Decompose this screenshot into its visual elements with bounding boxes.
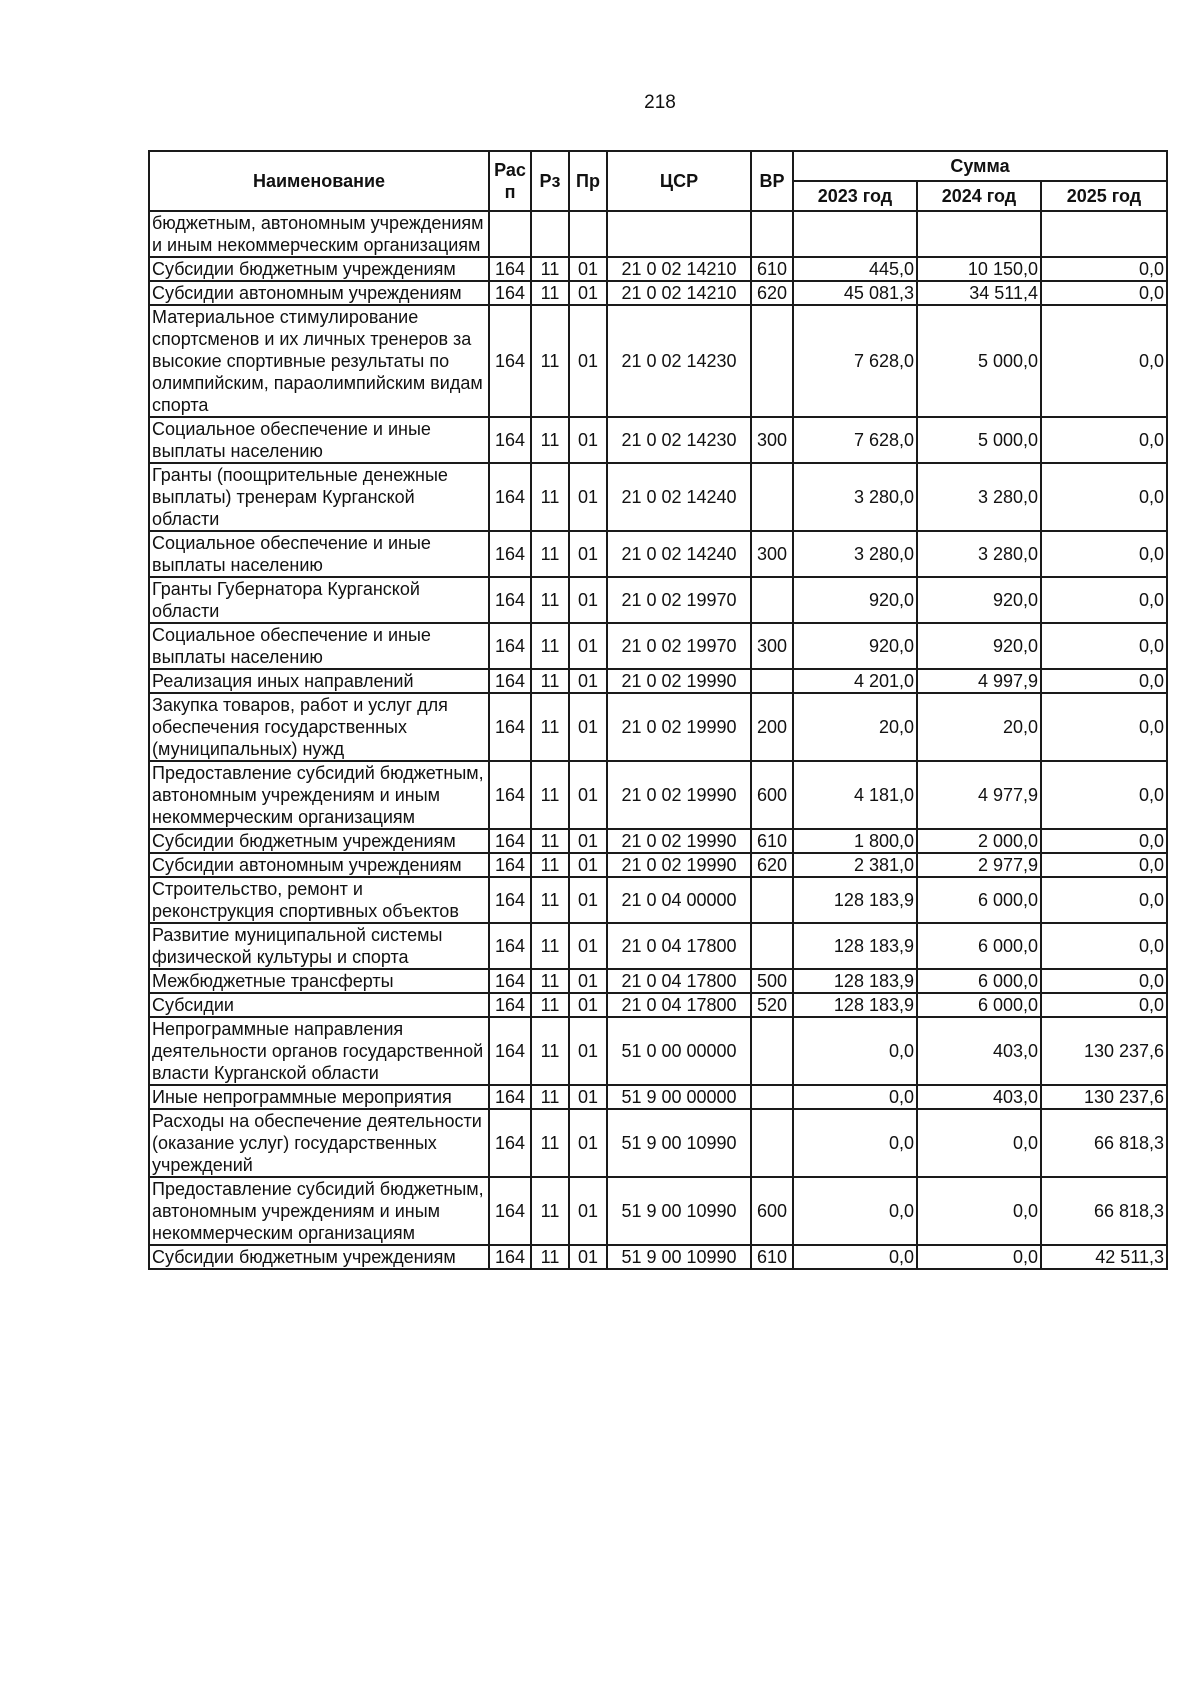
- row-sum-2025: 0,0: [1041, 531, 1167, 577]
- row-name: Субсидии бюджетным учреждениям: [149, 829, 489, 853]
- row-sum-2023: 3 280,0: [793, 463, 917, 531]
- table-header: [149, 151, 1167, 211]
- row-csr: 21 0 04 17800: [607, 923, 751, 969]
- row-rz: 11: [531, 923, 569, 969]
- row-vr: 200: [751, 693, 793, 761]
- table-body: [149, 211, 1167, 1269]
- row-name: Субсидии: [149, 993, 489, 1017]
- row-sum-2023: 3 280,0: [793, 531, 917, 577]
- row-vr: 600: [751, 761, 793, 829]
- row-sum-2024: 920,0: [917, 623, 1041, 669]
- row-name: Предоставление субсидий бюджетным, автономным учреждениям и иным некоммерческим организациям: [149, 1177, 489, 1245]
- row-rasp: 164: [489, 305, 531, 417]
- row-csr: 21 0 02 14240: [607, 463, 751, 531]
- row-rasp: 164: [489, 969, 531, 993]
- row-csr: 21 0 04 17800: [607, 993, 751, 1017]
- row-name: Субсидии бюджетным учреждениям: [149, 257, 489, 281]
- row-rasp: 164: [489, 669, 531, 693]
- row-sum-2023: 0,0: [793, 1017, 917, 1085]
- row-sum-2025: 0,0: [1041, 623, 1167, 669]
- row-rz: 11: [531, 577, 569, 623]
- row-rasp: 164: [489, 761, 531, 829]
- header-rasp: Рас п: [489, 151, 531, 211]
- table-row: [149, 623, 1167, 669]
- row-sum-2024: 5 000,0: [917, 417, 1041, 463]
- row-pr: 01: [569, 1085, 607, 1109]
- row-csr: 21 0 02 19970: [607, 623, 751, 669]
- row-sum-2025: 130 237,6: [1041, 1085, 1167, 1109]
- row-rz: 11: [531, 829, 569, 853]
- row-pr: 01: [569, 1177, 607, 1245]
- table-row: [149, 853, 1167, 877]
- row-rz: 11: [531, 669, 569, 693]
- row-sum-2023: 45 081,3: [793, 281, 917, 305]
- row-sum-2025: 0,0: [1041, 853, 1167, 877]
- header-vr: ВР: [751, 151, 793, 211]
- table-row: [149, 877, 1167, 923]
- header-sum: Сумма: [793, 151, 1167, 181]
- row-vr: [751, 577, 793, 623]
- row-name: Предоставление субсидий бюджетным, автономным учреждениям и иным некоммерческим организациям: [149, 761, 489, 829]
- row-vr: 610: [751, 1245, 793, 1269]
- table-row: [149, 305, 1167, 417]
- row-rz: 11: [531, 877, 569, 923]
- row-pr: 01: [569, 463, 607, 531]
- row-csr: 21 0 02 19990: [607, 853, 751, 877]
- row-csr: 51 9 00 00000: [607, 1085, 751, 1109]
- row-rasp: 164: [489, 853, 531, 877]
- row-sum-2025: 0,0: [1041, 923, 1167, 969]
- row-sum-2023: 920,0: [793, 623, 917, 669]
- row-vr: [751, 669, 793, 693]
- row-csr: 51 0 00 00000: [607, 1017, 751, 1085]
- row-sum-2024: 403,0: [917, 1085, 1041, 1109]
- row-sum-2024: 2 977,9: [917, 853, 1041, 877]
- row-rz: 11: [531, 693, 569, 761]
- row-rasp: 164: [489, 829, 531, 853]
- row-rasp: 164: [489, 993, 531, 1017]
- row-pr: 01: [569, 1017, 607, 1085]
- row-pr: 01: [569, 623, 607, 669]
- row-rasp: 164: [489, 1177, 531, 1245]
- table-row: [149, 1085, 1167, 1109]
- row-sum-2025: 0,0: [1041, 577, 1167, 623]
- row-csr: 51 9 00 10990: [607, 1109, 751, 1177]
- page-number: 218: [644, 92, 676, 113]
- row-sum-2025: 0,0: [1041, 969, 1167, 993]
- row-csr: 21 0 02 14230: [607, 305, 751, 417]
- table-row: [149, 417, 1167, 463]
- row-sum-2025: 0,0: [1041, 693, 1167, 761]
- row-vr: [751, 1085, 793, 1109]
- row-csr: 51 9 00 10990: [607, 1177, 751, 1245]
- row-sum-2025: 0,0: [1041, 829, 1167, 853]
- row-vr: [751, 463, 793, 531]
- table-row: [149, 281, 1167, 305]
- row-pr: 01: [569, 853, 607, 877]
- row-sum-2024: 6 000,0: [917, 923, 1041, 969]
- row-rz: 11: [531, 463, 569, 531]
- row-sum-2025: 0,0: [1041, 417, 1167, 463]
- row-sum-2024: 10 150,0: [917, 257, 1041, 281]
- row-name: Закупка товаров, работ и услуг для обеспечения государственных (муниципальных) нужд: [149, 693, 489, 761]
- row-vr: 600: [751, 1177, 793, 1245]
- row-name: Развитие муниципальной системы физической культуры и спорта: [149, 923, 489, 969]
- row-sum-2024: 5 000,0: [917, 305, 1041, 417]
- budget-table: [148, 150, 1168, 1270]
- row-sum-2025: 130 237,6: [1041, 1017, 1167, 1085]
- row-sum-2025: 0,0: [1041, 305, 1167, 417]
- row-vr: 620: [751, 853, 793, 877]
- row-name: Реализация иных направлений: [149, 669, 489, 693]
- row-sum-2024: 6 000,0: [917, 969, 1041, 993]
- row-sum-2025: 0,0: [1041, 257, 1167, 281]
- table-row: [149, 257, 1167, 281]
- row-sum-2024: 3 280,0: [917, 531, 1041, 577]
- row-rasp: 164: [489, 1085, 531, 1109]
- table-row: [149, 669, 1167, 693]
- header-year-2025: 2025 год: [1041, 181, 1167, 211]
- row-csr: 21 0 02 19990: [607, 761, 751, 829]
- row-rz: 11: [531, 281, 569, 305]
- row-pr: 01: [569, 531, 607, 577]
- row-rz: [531, 211, 569, 257]
- table-row: [149, 761, 1167, 829]
- table-row: [149, 923, 1167, 969]
- row-sum-2025: 66 818,3: [1041, 1109, 1167, 1177]
- row-rz: 11: [531, 417, 569, 463]
- row-rz: 11: [531, 1245, 569, 1269]
- row-name: Непрограммные направления деятельности органов государственной власти Курганской области: [149, 1017, 489, 1085]
- row-rasp: 164: [489, 877, 531, 923]
- header-pr: Пр: [569, 151, 607, 211]
- row-sum-2023: [793, 211, 917, 257]
- row-vr: [751, 211, 793, 257]
- row-rasp: 164: [489, 463, 531, 531]
- row-csr: 21 0 02 14210: [607, 281, 751, 305]
- row-sum-2024: 2 000,0: [917, 829, 1041, 853]
- row-sum-2023: 2 381,0: [793, 853, 917, 877]
- table-row: [149, 993, 1167, 1017]
- row-pr: 01: [569, 669, 607, 693]
- table-row: [149, 531, 1167, 577]
- table-row: [149, 693, 1167, 761]
- row-vr: 520: [751, 993, 793, 1017]
- row-vr: [751, 305, 793, 417]
- row-pr: 01: [569, 417, 607, 463]
- header-year-2024: 2024 год: [917, 181, 1041, 211]
- row-sum-2023: 7 628,0: [793, 417, 917, 463]
- row-rasp: 164: [489, 257, 531, 281]
- row-name: Гранты (поощрительные денежные выплаты) тренерам Курганской области: [149, 463, 489, 531]
- row-csr: 51 9 00 10990: [607, 1245, 751, 1269]
- row-vr: 500: [751, 969, 793, 993]
- row-rasp: 164: [489, 281, 531, 305]
- row-name: бюджетным, автономным учреждениям и иным некоммерческим организациям: [149, 211, 489, 257]
- row-sum-2024: 0,0: [917, 1245, 1041, 1269]
- row-sum-2025: 0,0: [1041, 669, 1167, 693]
- row-pr: 01: [569, 923, 607, 969]
- row-rasp: 164: [489, 1109, 531, 1177]
- row-rasp: 164: [489, 923, 531, 969]
- row-rasp: 164: [489, 1245, 531, 1269]
- row-rz: 11: [531, 1109, 569, 1177]
- row-pr: 01: [569, 993, 607, 1017]
- row-name: Социальное обеспечение и иные выплаты населению: [149, 531, 489, 577]
- row-csr: 21 0 02 14240: [607, 531, 751, 577]
- row-vr: 610: [751, 257, 793, 281]
- row-csr: 21 0 02 19990: [607, 669, 751, 693]
- row-vr: 300: [751, 417, 793, 463]
- row-pr: 01: [569, 305, 607, 417]
- row-sum-2024: 403,0: [917, 1017, 1041, 1085]
- row-rz: 11: [531, 1177, 569, 1245]
- row-sum-2023: 0,0: [793, 1177, 917, 1245]
- row-pr: 01: [569, 1109, 607, 1177]
- row-csr: 21 0 02 14230: [607, 417, 751, 463]
- row-sum-2025: 66 818,3: [1041, 1177, 1167, 1245]
- row-rz: 11: [531, 623, 569, 669]
- row-name: Социальное обеспечение и иные выплаты населению: [149, 417, 489, 463]
- row-rz: 11: [531, 257, 569, 281]
- row-sum-2023: 128 183,9: [793, 993, 917, 1017]
- row-csr: 21 0 04 17800: [607, 969, 751, 993]
- row-vr: [751, 1109, 793, 1177]
- row-sum-2023: 4 181,0: [793, 761, 917, 829]
- table-row: [149, 1177, 1167, 1245]
- row-vr: 610: [751, 829, 793, 853]
- row-pr: 01: [569, 969, 607, 993]
- row-pr: 01: [569, 877, 607, 923]
- row-sum-2025: 0,0: [1041, 761, 1167, 829]
- row-csr: 21 0 02 14210: [607, 257, 751, 281]
- row-sum-2025: 0,0: [1041, 993, 1167, 1017]
- table-row: [149, 969, 1167, 993]
- row-rasp: 164: [489, 693, 531, 761]
- row-rasp: 164: [489, 417, 531, 463]
- row-csr: [607, 211, 751, 257]
- row-rasp: 164: [489, 577, 531, 623]
- row-sum-2025: [1041, 211, 1167, 257]
- row-sum-2024: 34 511,4: [917, 281, 1041, 305]
- row-rasp: 164: [489, 1017, 531, 1085]
- row-sum-2024: 20,0: [917, 693, 1041, 761]
- header-name: Наименование: [149, 151, 489, 211]
- row-csr: 21 0 02 19990: [607, 829, 751, 853]
- row-pr: 01: [569, 1245, 607, 1269]
- row-sum-2023: 20,0: [793, 693, 917, 761]
- row-sum-2023: 128 183,9: [793, 923, 917, 969]
- table-row: [149, 1109, 1167, 1177]
- row-pr: 01: [569, 829, 607, 853]
- row-csr: 21 0 02 19990: [607, 693, 751, 761]
- row-pr: 01: [569, 577, 607, 623]
- row-csr: 21 0 04 00000: [607, 877, 751, 923]
- row-rz: 11: [531, 853, 569, 877]
- row-sum-2024: 3 280,0: [917, 463, 1041, 531]
- row-sum-2023: 445,0: [793, 257, 917, 281]
- row-sum-2025: 0,0: [1041, 281, 1167, 305]
- row-name: Межбюджетные трансферты: [149, 969, 489, 993]
- row-sum-2024: 0,0: [917, 1177, 1041, 1245]
- row-vr: [751, 1017, 793, 1085]
- row-rz: 11: [531, 1085, 569, 1109]
- row-sum-2024: 4 977,9: [917, 761, 1041, 829]
- table-row: [149, 1017, 1167, 1085]
- row-name: Материальное стимулирование спортсменов и их личных тренеров за высокие спортивные результаты по олимпийским, параолимпийским видам спорта: [149, 305, 489, 417]
- row-sum-2024: 920,0: [917, 577, 1041, 623]
- row-sum-2023: 0,0: [793, 1245, 917, 1269]
- row-rz: 11: [531, 993, 569, 1017]
- row-name: Субсидии автономным учреждениям: [149, 853, 489, 877]
- row-vr: 300: [751, 623, 793, 669]
- row-sum-2023: 920,0: [793, 577, 917, 623]
- row-sum-2023: 128 183,9: [793, 877, 917, 923]
- row-sum-2024: 6 000,0: [917, 877, 1041, 923]
- row-rz: 11: [531, 305, 569, 417]
- row-name: Субсидии автономным учреждениям: [149, 281, 489, 305]
- row-sum-2024: 4 997,9: [917, 669, 1041, 693]
- row-csr: 21 0 02 19970: [607, 577, 751, 623]
- row-rz: 11: [531, 969, 569, 993]
- row-sum-2025: 42 511,3: [1041, 1245, 1167, 1269]
- row-sum-2023: 1 800,0: [793, 829, 917, 853]
- row-name: Расходы на обеспечение деятельности (оказание услуг) государственных учреждений: [149, 1109, 489, 1177]
- row-vr: 300: [751, 531, 793, 577]
- row-sum-2024: 0,0: [917, 1109, 1041, 1177]
- table-row: [149, 211, 1167, 257]
- row-pr: 01: [569, 693, 607, 761]
- row-sum-2023: 0,0: [793, 1085, 917, 1109]
- row-pr: 01: [569, 257, 607, 281]
- row-vr: [751, 877, 793, 923]
- row-pr: [569, 211, 607, 257]
- row-rz: 11: [531, 1017, 569, 1085]
- row-vr: [751, 923, 793, 969]
- header-rz: Рз: [531, 151, 569, 211]
- row-sum-2024: [917, 211, 1041, 257]
- row-rasp: [489, 211, 531, 257]
- row-name: Субсидии бюджетным учреждениям: [149, 1245, 489, 1269]
- row-sum-2023: 0,0: [793, 1109, 917, 1177]
- row-sum-2025: 0,0: [1041, 877, 1167, 923]
- row-sum-2025: 0,0: [1041, 463, 1167, 531]
- row-name: Социальное обеспечение и иные выплаты населению: [149, 623, 489, 669]
- header-csr: ЦСР: [607, 151, 751, 211]
- row-rasp: 164: [489, 623, 531, 669]
- row-rz: 11: [531, 531, 569, 577]
- header-year-2023: 2023 год: [793, 181, 917, 211]
- row-name: Строительство, ремонт и реконструкция спортивных объектов: [149, 877, 489, 923]
- row-pr: 01: [569, 281, 607, 305]
- table-row: [149, 1245, 1167, 1269]
- table-row: [149, 577, 1167, 623]
- row-rz: 11: [531, 761, 569, 829]
- row-pr: 01: [569, 761, 607, 829]
- row-name: Иные непрограммные мероприятия: [149, 1085, 489, 1109]
- table-row: [149, 829, 1167, 853]
- row-sum-2023: 128 183,9: [793, 969, 917, 993]
- row-vr: 620: [751, 281, 793, 305]
- row-name: Гранты Губернатора Курганской области: [149, 577, 489, 623]
- row-sum-2023: 7 628,0: [793, 305, 917, 417]
- table-row: [149, 463, 1167, 531]
- row-sum-2024: 6 000,0: [917, 993, 1041, 1017]
- row-sum-2023: 4 201,0: [793, 669, 917, 693]
- row-rasp: 164: [489, 531, 531, 577]
